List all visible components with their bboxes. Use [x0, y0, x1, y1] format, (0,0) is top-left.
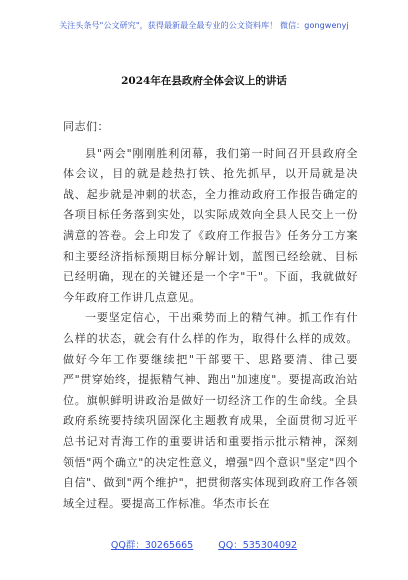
header-promo-note: 关注头条号"公文研究"，获得最新最全最专业的公文资料库！ 微信：gongwenyj — [59, 21, 349, 30]
paragraph-1: 县"两会"刚刚胜利闭幕，我们第一时间召开县政府全体会议，目的就是趁热打铁、抢先抓早，以开局就是决战、起步就是冲刺的状态，全力推动政府工作报告确定的各项目标任务落到实处，以实际成效向全县人民交上一份满意的答卷。会上印发了《政府工作报告》任务分工方案和主要经济指标预期目标分解计划，蓝图已经绘就、目标已经明确，现在的关键还是一个字"干"。下面，我就做好今年政府工作讲几点意见。 — [63, 146, 358, 304]
document-title: 2024年在县政府全体会议上的讲话 — [121, 75, 287, 87]
footer-contact — [0, 537, 408, 551]
paragraph-2: 一要坚定信心，干出乘势而上的精气神。抓工作有什么样的状态，就会有什么样的作为，取得什么样的成效。做好今年工作要继续把"干部要干、思路要清、律己要严"贯穿始终，提振精气神、跑出"加速度"。要提高政治站位。旗帜鲜明讲政治是做好一切经济工作的生命线。全县政府系统要持续巩固深化主题教育成果，全面贯彻习近平总书记对青海工作的重要讲话和重要指示批示精神，深刻领悟"两个确立"的决定性意义，增强"四个意识"坚定"四个自信"、做到"两个维护"，把贯彻落实体现到政府工作各领域全过程。要提高工作标准。华杰市长在 — [63, 311, 358, 510]
document-body — [63, 117, 358, 514]
greeting: 同志们： — [63, 120, 109, 133]
footer-qq-group: QQ群：30265665 — [110, 540, 194, 551]
footer-qq-number: QQ：535304092 — [218, 540, 298, 551]
